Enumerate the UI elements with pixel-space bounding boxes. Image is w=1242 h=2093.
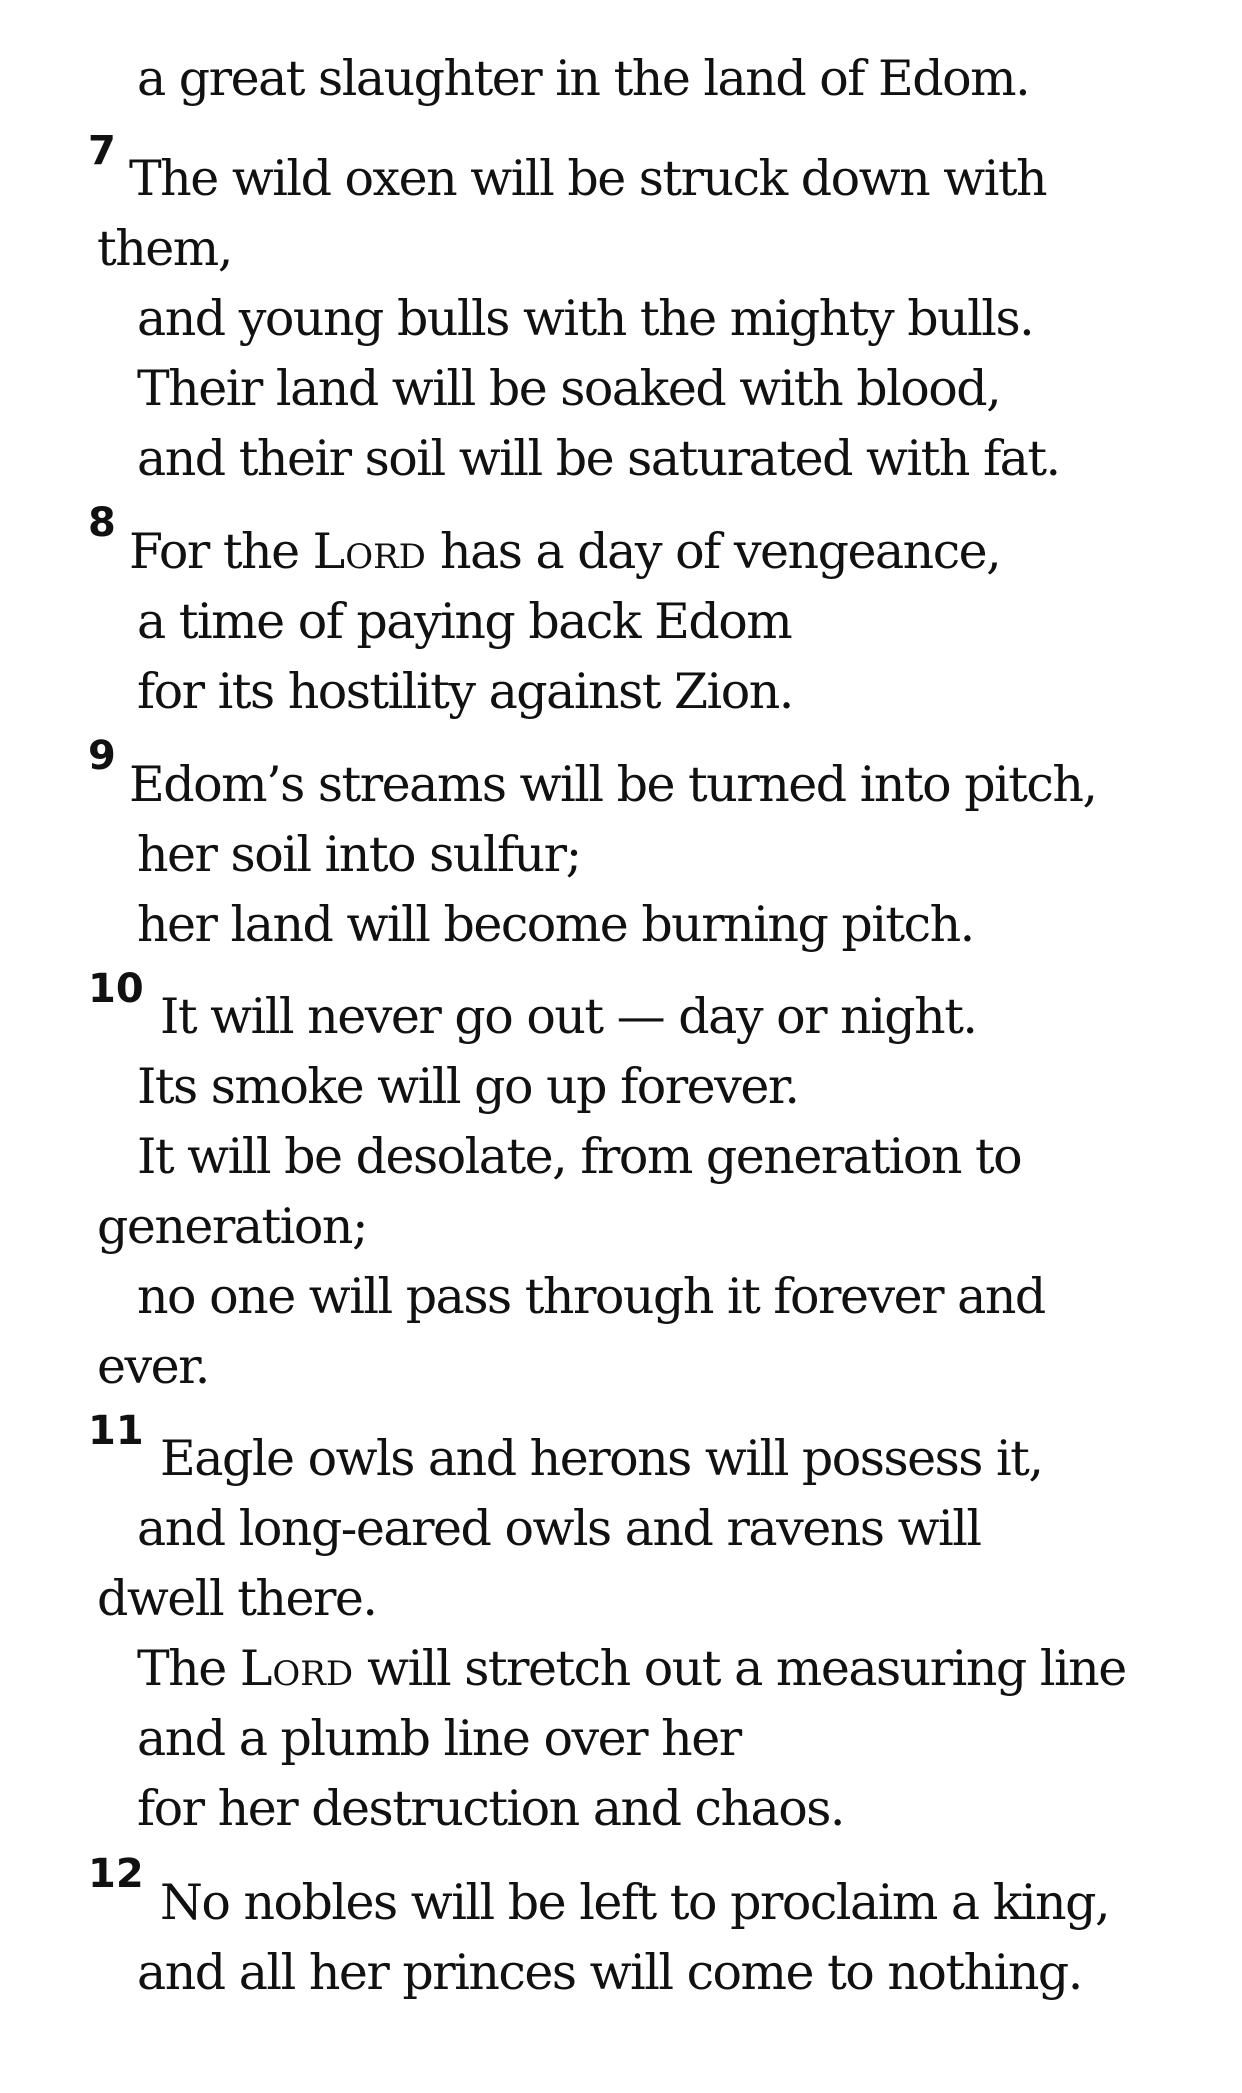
text-line: generation; — [97, 1198, 367, 1255]
verse-number-12[interactable]: 12 — [88, 1851, 144, 1897]
text-line: her land will become burning pitch. — [137, 896, 974, 953]
text-line: a great slaughter in the land of Edom. — [137, 50, 1030, 107]
text-line: Edom’s streams will be turned into pitch, — [129, 756, 1097, 813]
text-line: It will be desolate, from generation to — [137, 1128, 1022, 1185]
text-line: and all her princes will come to nothing. — [137, 1944, 1082, 2001]
text-line: no one will pass through it forever and — [137, 1268, 1045, 1325]
text-fragment: has a day of vengeance, — [425, 523, 1001, 580]
text-line: for its hostility against Zion. — [137, 663, 793, 720]
lord-small-caps: Lord — [239, 1640, 354, 1697]
text-line: for her destruction and chaos. — [137, 1780, 844, 1837]
verse-number-10[interactable]: 10 — [88, 966, 144, 1012]
text-line: and long-eared owls and ravens will — [137, 1500, 981, 1557]
text-line: and young bulls with the mighty bulls. — [137, 290, 1034, 347]
text-line: her soil into sulfur; — [137, 826, 581, 883]
verse-number-7[interactable]: 7 — [88, 128, 116, 174]
text-fragment: will stretch out a measuring line — [353, 1640, 1126, 1697]
lord-small-caps: Lord — [312, 523, 426, 580]
text-line: and a plumb line over her — [137, 1710, 741, 1767]
text-line — [129, 523, 1000, 580]
text-line: them, — [97, 220, 232, 277]
verse-number-8[interactable]: 8 — [88, 500, 116, 546]
text-line: and their soil will be saturated with fat. — [137, 430, 1060, 487]
verse-number-9[interactable]: 9 — [88, 733, 116, 779]
text-line: It will never go out — day or night. — [160, 988, 977, 1045]
text-line — [137, 1640, 1126, 1697]
text-fragment: For the — [129, 523, 313, 580]
verse-number-11[interactable]: 11 — [88, 1408, 144, 1454]
text-line: Their land will be soaked with blood, — [137, 360, 1001, 417]
text-line: Its smoke will go up forever. — [137, 1058, 799, 1115]
text-line: a time of paying back Edom — [137, 593, 792, 650]
text-line: Eagle owls and herons will possess it, — [160, 1430, 1043, 1487]
text-line: ever. — [97, 1338, 209, 1395]
text-line: The wild oxen will be struck down with — [129, 150, 1047, 207]
text-line: No nobles will be left to proclaim a king, — [160, 1874, 1110, 1931]
text-line: dwell there. — [97, 1570, 377, 1627]
text-fragment: The — [137, 1640, 240, 1697]
